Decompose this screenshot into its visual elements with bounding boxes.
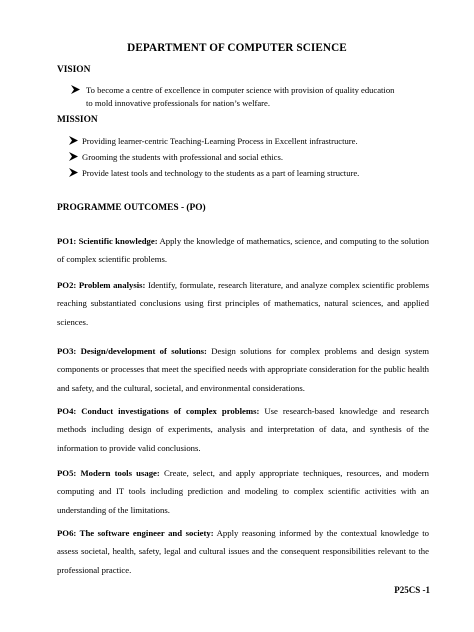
po-label: PO1: Scientific knowledge: [57,236,158,246]
arrow-bullet-icon [68,167,79,178]
po-text: Apply the knowledge of mathematics, science, and computing to the solution of complex scientific problems. [57,236,429,265]
mission-heading: MISSION [57,115,98,125]
po-label: PO6: The software engineer and society: [57,528,214,538]
arrow-bullet-icon [68,151,79,162]
mission-item-text: Grooming the students with professional and social ethics. [82,152,283,162]
po-paragraph [57,524,429,579]
po-paragraph [57,232,429,269]
page-title: DEPARTMENT OF COMPUTER SCIENCE [127,42,347,54]
po-text: Design solutions for complex problems and design system components or processes that meet the specified needs with appropriate consideration for the public health and safety, and the cultural, societal, and environmental considerations. [57,346,430,393]
po-text: Identify, formulate, research literature, and analyze complex scientific problems reaching substantiated conclusions using first principles of mathematics, natural sciences, and applied sciences. [57,280,429,327]
vision-text-line1: To become a centre of excellence in computer science with provision of quality education [86,85,395,95]
page-number: P25CS -1 [394,585,430,595]
po-heading: PROGRAMME OUTCOMES - (PO) [57,203,206,213]
arrow-bullet-icon [70,84,81,95]
po-text: Create, select, and apply appropriate techniques, resources, and modern computing and IT tools including prediction and modeling to complex scientific activities with an understanding of the limitations. [57,468,429,515]
po-paragraph [57,402,429,457]
po-label: PO2: Problem analysis: [57,280,146,290]
po-text: Use research-based knowledge and research methods including design of experiments, analysis and interpretation of data, and synthesis of the information to provide valid conclusions. [57,406,430,453]
po-label: PO3: Design/development of solutions: [57,346,207,356]
mission-item-text: Providing learner-centric Teaching-Learning Process in Excellent infrastructure. [82,136,358,146]
vision-heading: VISION [57,65,91,75]
mission-item-text: Provide latest tools and technology to the students as a part of learning structure. [82,168,360,178]
arrow-bullet-icon [68,135,79,146]
po-text: Apply reasoning informed by the contextual knowledge to assess societal, health, safety, legal and cultural issues and the consequent responsibilities relevant to the professional practice. [57,528,429,575]
po-paragraph [57,464,429,519]
po-label: PO4: Conduct investigations of complex problems: [57,406,260,416]
vision-text-line2: to mold innovative professionals for nation’s welfare. [86,98,271,108]
po-label: PO5: Modern tools usage: [57,468,160,478]
po-paragraph [57,342,429,397]
po-paragraph [57,276,429,331]
